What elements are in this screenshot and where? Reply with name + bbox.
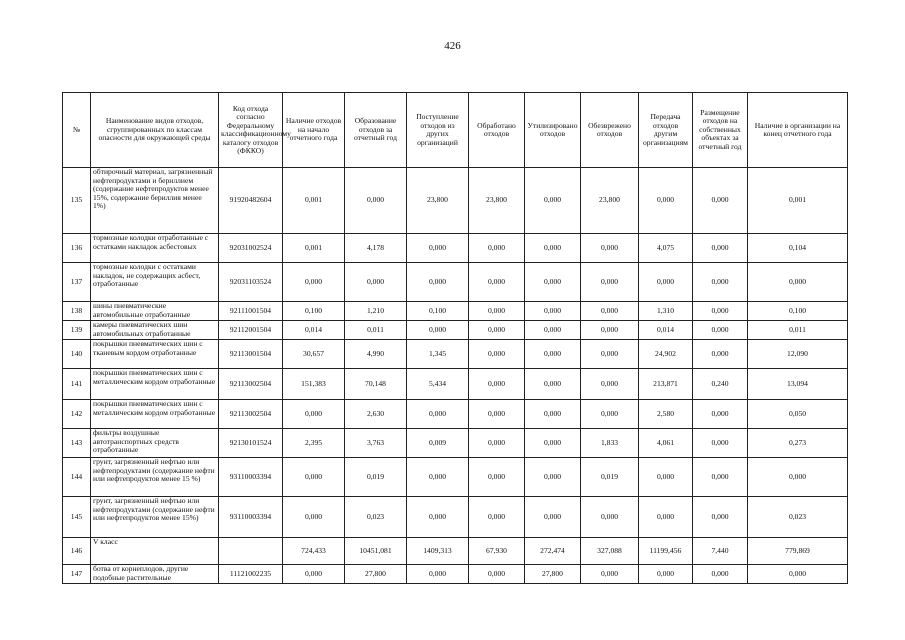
table-row xyxy=(63,234,848,263)
cell-start: 724,433 xyxy=(283,538,345,565)
cell-received: 5,434 xyxy=(407,369,469,400)
cell-name: камеры пневматических шин автомобильных отработанные xyxy=(91,321,219,340)
table-row xyxy=(63,321,848,340)
cell-transferred: 1,310 xyxy=(639,302,693,321)
cell-end: 0,000 xyxy=(748,458,848,497)
cell-transferred: 0,014 xyxy=(639,321,693,340)
table-row xyxy=(63,565,848,584)
cell-formed: 27,800 xyxy=(345,565,407,584)
cell-neutralized: 0,000 xyxy=(581,263,639,302)
cell-utilized: 0,000 xyxy=(525,497,581,538)
cell-transferred: 2,580 xyxy=(639,400,693,429)
cell-num: 136 xyxy=(63,234,91,263)
header-received: Поступление отходов из других организаций xyxy=(407,93,469,168)
cell-formed: 2,630 xyxy=(345,400,407,429)
cell-utilized: 0,000 xyxy=(525,429,581,458)
header-end: Наличие в организации на конец отчетного года xyxy=(748,93,848,168)
cell-neutralized: 0,000 xyxy=(581,565,639,584)
cell-neutralized: 327,088 xyxy=(581,538,639,565)
cell-formed: 4,178 xyxy=(345,234,407,263)
cell-name: тормозные колодки отработанные с остатками накладок асбестовых xyxy=(91,234,219,263)
cell-num: 145 xyxy=(63,497,91,538)
cell-processed: 0,000 xyxy=(469,369,525,400)
cell-num: 140 xyxy=(63,340,91,369)
cell-processed: 0,000 xyxy=(469,302,525,321)
cell-neutralized: 0,000 xyxy=(581,400,639,429)
cell-name: обтирочный материал, загрязненный нефтепродуктами и бериллием (содержание нефтепродуктов менее 15%, содержание бериллия менее 1%) xyxy=(91,168,219,234)
cell-processed: 0,000 xyxy=(469,400,525,429)
cell-processed: 0,000 xyxy=(469,458,525,497)
cell-received: 0,000 xyxy=(407,321,469,340)
cell-placed: 0,000 xyxy=(693,321,748,340)
cell-code: 92113001504 xyxy=(219,340,283,369)
cell-name: покрышки пневматических шин с тканевым кордом отработанные xyxy=(91,340,219,369)
cell-placed: 0,000 xyxy=(693,263,748,302)
cell-utilized: 272,474 xyxy=(525,538,581,565)
cell-received: 0,000 xyxy=(407,565,469,584)
table-row xyxy=(63,400,848,429)
cell-start: 0,000 xyxy=(283,400,345,429)
cell-processed: 0,000 xyxy=(469,263,525,302)
cell-formed: 0,019 xyxy=(345,458,407,497)
cell-start: 0,001 xyxy=(283,168,345,234)
cell-received: 0,000 xyxy=(407,458,469,497)
cell-end: 0,104 xyxy=(748,234,848,263)
cell-start: 0,000 xyxy=(283,565,345,584)
cell-code: 91920482604 xyxy=(219,168,283,234)
header-transferred: Передача отходов другим организациям xyxy=(639,93,693,168)
cell-name: покрышки пневматических шин с металлическим кордом отработанные xyxy=(91,400,219,429)
cell-utilized: 0,000 xyxy=(525,263,581,302)
cell-received: 23,800 xyxy=(407,168,469,234)
header-processed: Обработано отходов xyxy=(469,93,525,168)
cell-placed: 0,000 xyxy=(693,302,748,321)
cell-transferred: 0,000 xyxy=(639,458,693,497)
cell-received: 0,000 xyxy=(407,263,469,302)
cell-end: 0,000 xyxy=(748,565,848,584)
cell-start: 2,395 xyxy=(283,429,345,458)
cell-code: 92111001504 xyxy=(219,302,283,321)
header-num: № xyxy=(63,93,91,168)
cell-utilized: 0,000 xyxy=(525,168,581,234)
cell-num: 139 xyxy=(63,321,91,340)
table-row xyxy=(63,302,848,321)
header-start: Наличие отходов на начало отчетного года xyxy=(283,93,345,168)
cell-end: 779,869 xyxy=(748,538,848,565)
header-row xyxy=(63,93,848,168)
cell-transferred: 0,000 xyxy=(639,263,693,302)
cell-name: тормозные колодки с остатками накладок, не содержащих асбест, отработанные xyxy=(91,263,219,302)
cell-formed: 70,148 xyxy=(345,369,407,400)
cell-neutralized: 0,000 xyxy=(581,302,639,321)
cell-neutralized: 0,019 xyxy=(581,458,639,497)
cell-code: 11121002235 xyxy=(219,565,283,584)
cell-received: 0,000 xyxy=(407,497,469,538)
cell-num: 143 xyxy=(63,429,91,458)
cell-num: 138 xyxy=(63,302,91,321)
cell-processed: 0,000 xyxy=(469,497,525,538)
cell-num: 135 xyxy=(63,168,91,234)
header-neutralized: Обезврежено отходов xyxy=(581,93,639,168)
cell-received: 1409,313 xyxy=(407,538,469,565)
cell-code: 93110003394 xyxy=(219,497,283,538)
cell-start: 0,000 xyxy=(283,263,345,302)
cell-formed: 0,011 xyxy=(345,321,407,340)
header-placed: Размещение отходов на собственных объектах за отчетный год xyxy=(693,93,748,168)
cell-utilized: 0,000 xyxy=(525,458,581,497)
cell-utilized: 0,000 xyxy=(525,321,581,340)
cell-neutralized: 0,000 xyxy=(581,369,639,400)
table-row xyxy=(63,497,848,538)
cell-end: 13,094 xyxy=(748,369,848,400)
table-row xyxy=(63,168,848,234)
cell-placed: 0,000 xyxy=(693,340,748,369)
cell-end: 0,100 xyxy=(748,302,848,321)
cell-end: 0,050 xyxy=(748,400,848,429)
cell-transferred: 4,061 xyxy=(639,429,693,458)
cell-placed: 0,000 xyxy=(693,400,748,429)
cell-end: 0,273 xyxy=(748,429,848,458)
cell-num: 141 xyxy=(63,369,91,400)
cell-name: покрышки пневматических шин с металлическим кордом отработанные xyxy=(91,369,219,400)
cell-processed: 0,000 xyxy=(469,429,525,458)
cell-received: 0,009 xyxy=(407,429,469,458)
cell-code: 92130101524 xyxy=(219,429,283,458)
table-row xyxy=(63,538,848,565)
cell-transferred: 213,871 xyxy=(639,369,693,400)
cell-processed: 0,000 xyxy=(469,321,525,340)
cell-start: 151,383 xyxy=(283,369,345,400)
cell-name: грунт, загрязненный нефтью или нефтепродуктами (содержание нефти или нефтепродуктов менее 15%) xyxy=(91,497,219,538)
table-row xyxy=(63,263,848,302)
cell-formed: 4,990 xyxy=(345,340,407,369)
cell-formed: 0,023 xyxy=(345,497,407,538)
page-number: 426 xyxy=(444,40,461,52)
cell-code: 92112001504 xyxy=(219,321,283,340)
cell-name: шины пневматические автомобильные отработанные xyxy=(91,302,219,321)
cell-code: 92031103524 xyxy=(219,263,283,302)
cell-placed: 0,000 xyxy=(693,429,748,458)
cell-received: 1,345 xyxy=(407,340,469,369)
table-row xyxy=(63,340,848,369)
cell-name: ботва от корнеплодов, другие подобные растительные xyxy=(91,565,219,584)
cell-placed: 0,000 xyxy=(693,565,748,584)
cell-placed: 7,440 xyxy=(693,538,748,565)
cell-neutralized: 1,833 xyxy=(581,429,639,458)
cell-processed: 0,000 xyxy=(469,565,525,584)
cell-utilized: 0,000 xyxy=(525,340,581,369)
cell-formed: 10451,081 xyxy=(345,538,407,565)
cell-code: 92113002504 xyxy=(219,369,283,400)
cell-processed: 0,000 xyxy=(469,234,525,263)
cell-end: 0,000 xyxy=(748,263,848,302)
cell-formed: 3,763 xyxy=(345,429,407,458)
cell-formed: 0,000 xyxy=(345,168,407,234)
cell-utilized: 0,000 xyxy=(525,302,581,321)
cell-name: V класс xyxy=(91,538,219,565)
header-utilized: Утилизировано отходов xyxy=(525,93,581,168)
cell-start: 30,657 xyxy=(283,340,345,369)
table-row xyxy=(63,369,848,400)
cell-transferred: 4,075 xyxy=(639,234,693,263)
table-body xyxy=(63,168,848,584)
cell-code: 93110003394 xyxy=(219,458,283,497)
cell-end: 0,011 xyxy=(748,321,848,340)
cell-transferred: 0,000 xyxy=(639,565,693,584)
header-name: Наименование видов отходов, сгруппированных по классам опасности для окружающей среды xyxy=(91,93,219,168)
cell-processed: 67,930 xyxy=(469,538,525,565)
cell-start: 0,000 xyxy=(283,497,345,538)
cell-code: 92031002524 xyxy=(219,234,283,263)
cell-placed: 0,000 xyxy=(693,234,748,263)
cell-num: 146 xyxy=(63,538,91,565)
cell-end: 12,090 xyxy=(748,340,848,369)
cell-transferred: 24,902 xyxy=(639,340,693,369)
cell-start: 0,001 xyxy=(283,234,345,263)
cell-formed: 1,210 xyxy=(345,302,407,321)
cell-processed: 23,800 xyxy=(469,168,525,234)
header-code: Код отхода согласно Федеральному классификационному каталогу отходов (ФККО) xyxy=(219,93,283,168)
header-formed: Образование отходов за отчетный год xyxy=(345,93,407,168)
cell-name: фильтры воздушные автотранспортных средств отработанные xyxy=(91,429,219,458)
cell-end: 0,001 xyxy=(748,168,848,234)
cell-start: 0,000 xyxy=(283,458,345,497)
cell-placed: 0,240 xyxy=(693,369,748,400)
cell-received: 0,000 xyxy=(407,400,469,429)
cell-neutralized: 0,000 xyxy=(581,234,639,263)
cell-transferred: 11199,456 xyxy=(639,538,693,565)
cell-code xyxy=(219,538,283,565)
cell-neutralized: 0,000 xyxy=(581,340,639,369)
cell-utilized: 27,800 xyxy=(525,565,581,584)
cell-placed: 0,000 xyxy=(693,168,748,234)
cell-num: 147 xyxy=(63,565,91,584)
cell-end: 0,023 xyxy=(748,497,848,538)
cell-name: грунт, загрязненный нефтью или нефтепродуктами (содержание нефти или нефтепродуктов менее 15 %) xyxy=(91,458,219,497)
table-row xyxy=(63,458,848,497)
cell-num: 144 xyxy=(63,458,91,497)
cell-neutralized: 0,000 xyxy=(581,497,639,538)
cell-num: 137 xyxy=(63,263,91,302)
waste-report-table xyxy=(62,92,848,584)
cell-neutralized: 23,800 xyxy=(581,168,639,234)
cell-formed: 0,000 xyxy=(345,263,407,302)
cell-code: 92113002504 xyxy=(219,400,283,429)
cell-num: 142 xyxy=(63,400,91,429)
cell-received: 0,100 xyxy=(407,302,469,321)
cell-start: 0,100 xyxy=(283,302,345,321)
cell-utilized: 0,000 xyxy=(525,234,581,263)
cell-placed: 0,000 xyxy=(693,497,748,538)
cell-received: 0,000 xyxy=(407,234,469,263)
table-row xyxy=(63,429,848,458)
cell-start: 0,014 xyxy=(283,321,345,340)
cell-processed: 0,000 xyxy=(469,340,525,369)
cell-utilized: 0,000 xyxy=(525,400,581,429)
cell-utilized: 0,000 xyxy=(525,369,581,400)
cell-neutralized: 0,000 xyxy=(581,321,639,340)
cell-transferred: 0,000 xyxy=(639,168,693,234)
cell-placed: 0,000 xyxy=(693,458,748,497)
cell-transferred: 0,000 xyxy=(639,497,693,538)
